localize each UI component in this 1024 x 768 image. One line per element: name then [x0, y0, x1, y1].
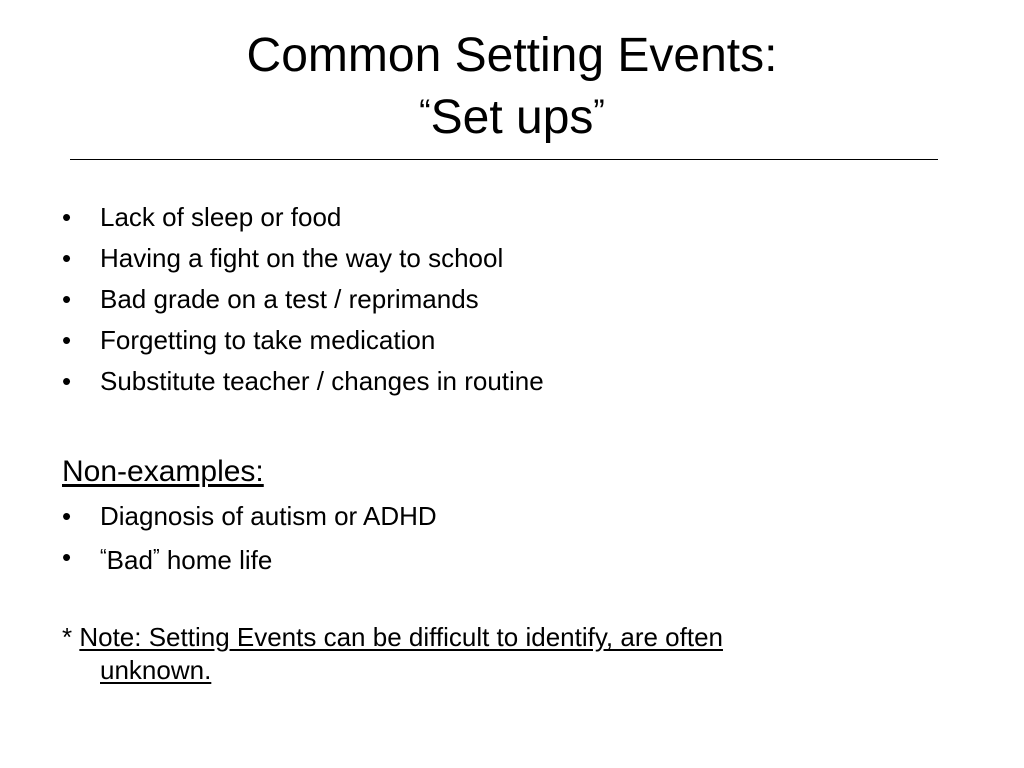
note — [62, 621, 942, 687]
note-asterisk: * — [62, 622, 80, 652]
bullet-icon: • — [62, 501, 72, 531]
title-close-quote: ” — [593, 93, 605, 131]
list-item-text: Bad grade on a test / reprimands — [100, 284, 479, 314]
slide-title — [0, 28, 1024, 146]
non-examples-list — [62, 496, 437, 581]
note-text-line-2: unknown. — [100, 655, 212, 685]
list-item — [62, 361, 544, 402]
note-text-line-1: Note: Setting Events can be difficult to identify, are often — [79, 622, 723, 652]
list-item-text: Substitute teacher / changes in routine — [100, 366, 544, 396]
open-quote: “ — [100, 546, 107, 568]
bullet-icon: • — [62, 325, 72, 355]
bullet-icon: • — [62, 366, 72, 396]
bullet-icon: • — [62, 542, 72, 572]
list-item — [62, 320, 544, 361]
list-item-text: Forgetting to take medication — [100, 325, 436, 355]
list-item — [62, 238, 544, 279]
close-quote: ” — [152, 546, 160, 568]
title-set-ups: Set ups — [430, 91, 594, 144]
list-item — [62, 279, 544, 320]
non-examples-heading: Non-examples: — [62, 455, 264, 488]
note-line-2-wrap — [62, 654, 942, 687]
list-item-text: Having a fight on the way to school — [100, 243, 504, 273]
title-open-quote: “ — [419, 93, 431, 131]
list-item — [62, 496, 437, 537]
title-line-2 — [0, 84, 1024, 146]
quoted-word: Bad — [106, 545, 153, 575]
list-item-text: Diagnosis of autism or ADHD — [100, 501, 437, 531]
bullet-icon: • — [62, 202, 72, 232]
list-item-text: home life — [159, 545, 273, 575]
bullet-icon: • — [62, 243, 72, 273]
bullet-icon: • — [62, 284, 72, 314]
list-item — [62, 537, 437, 581]
title-line-1: Common Setting Events: — [246, 29, 778, 82]
list-item — [62, 197, 544, 238]
setting-events-list — [62, 197, 544, 402]
list-item-text: Lack of sleep or food — [100, 202, 342, 232]
title-underline-divider — [70, 159, 938, 160]
